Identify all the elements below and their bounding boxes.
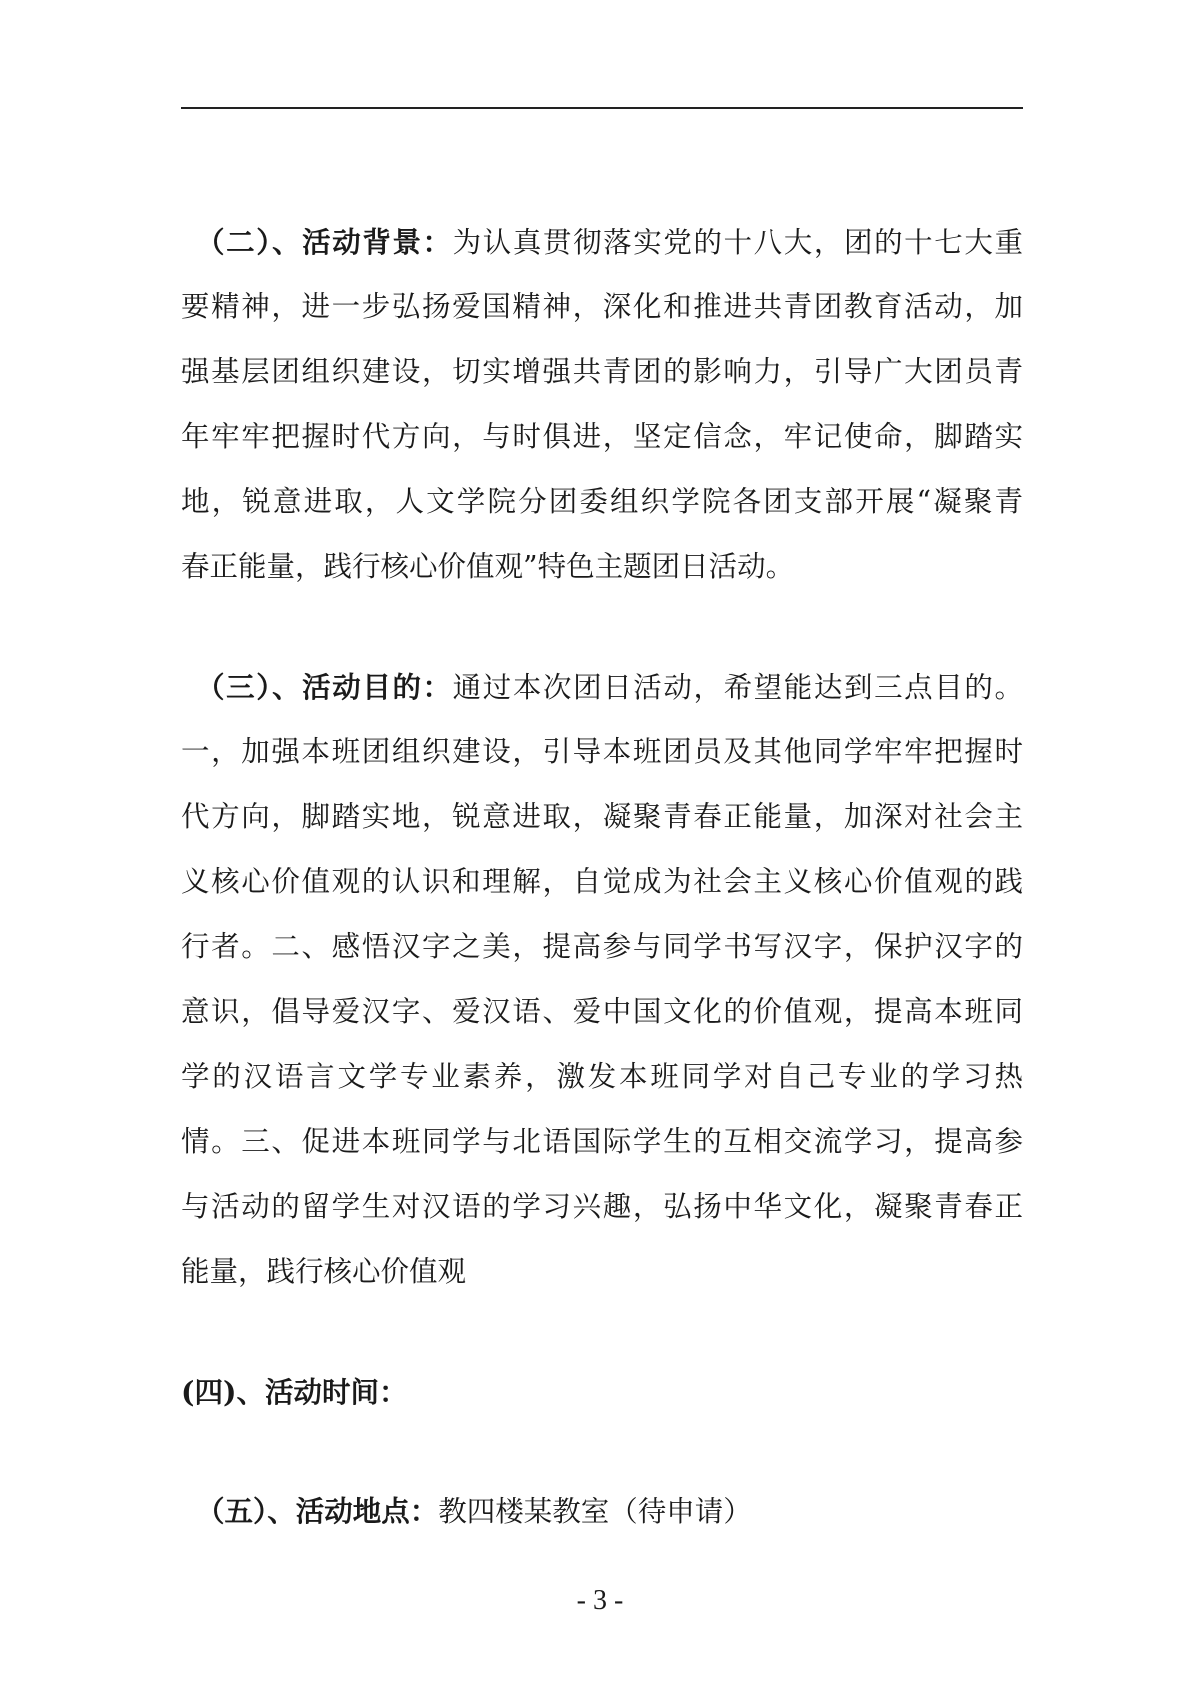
purpose-line-2: 一，加强本班团组织建设，引导本班团员及其他同学牢牢把握时 (181, 735, 1023, 768)
background-text: 为认真贯彻落实党的十八大，团的十七大重 (452, 226, 1023, 259)
background-line-2: 要精神，进一步弘扬爱国精神，深化和推进共青团教育活动，加 (181, 290, 1023, 323)
location-line (196, 1493, 752, 1529)
purpose-line-5: 行者。二、感悟汉字之美，提高参与同学书写汉字，保护汉字的 (181, 930, 1023, 963)
purpose-line-10: 能量，践行核心价值观 (181, 1255, 467, 1288)
purpose-line-1 (196, 669, 1023, 705)
purpose-heading: （三）、活动目的： (196, 670, 453, 704)
background-line-4: 年牢牢把握时代方向，与时俱进，坚定信念，牢记使命，脚踏实 (181, 420, 1023, 453)
purpose-line-4: 义核心价值观的认识和理解，自觉成为社会主义核心价值观的践 (181, 865, 1023, 898)
purpose-line-6: 意识，倡导爱汉字、爱汉语、爱中国文化的价值观，提高本班同 (181, 995, 1023, 1028)
location-heading: （五）、活动地点： (196, 1494, 439, 1528)
location-value: 教四楼某教室（待申请） (438, 1495, 752, 1528)
background-line-3: 强基层团组织建设，切实增强共青团的影响力，引导广大团员青 (181, 355, 1023, 388)
purpose-text: 通过本次团日活动，希望能达到三点目的。 (452, 671, 1023, 704)
background-heading: （二）、活动背景： (196, 225, 453, 259)
purpose-line-3: 代方向，脚踏实地，锐意进取，凝聚青春正能量，加深对社会主 (181, 800, 1023, 833)
purpose-line-7: 学的汉语言文学专业素养，激发本班同学对自己专业的学习热 (181, 1060, 1023, 1093)
background-line-6: 春正能量，践行核心价值观”特色主题团日活动。 (181, 550, 795, 583)
background-line-1 (196, 224, 1023, 260)
page-number: - 3 - (576, 1585, 624, 1616)
purpose-line-9: 与活动的留学生对汉语的学习兴趣，弘扬中华文化，凝聚青春正 (181, 1190, 1023, 1223)
purpose-line-8: 情。三、促进本班同学与北语国际学生的互相交流学习，提高参 (181, 1125, 1023, 1158)
background-line-5: 地，锐意进取，人文学院分团委组织学院各团支部开展“凝聚青 (181, 485, 1023, 518)
header-rule (181, 107, 1023, 109)
time-heading: (四)、活动时间： (181, 1375, 408, 1409)
